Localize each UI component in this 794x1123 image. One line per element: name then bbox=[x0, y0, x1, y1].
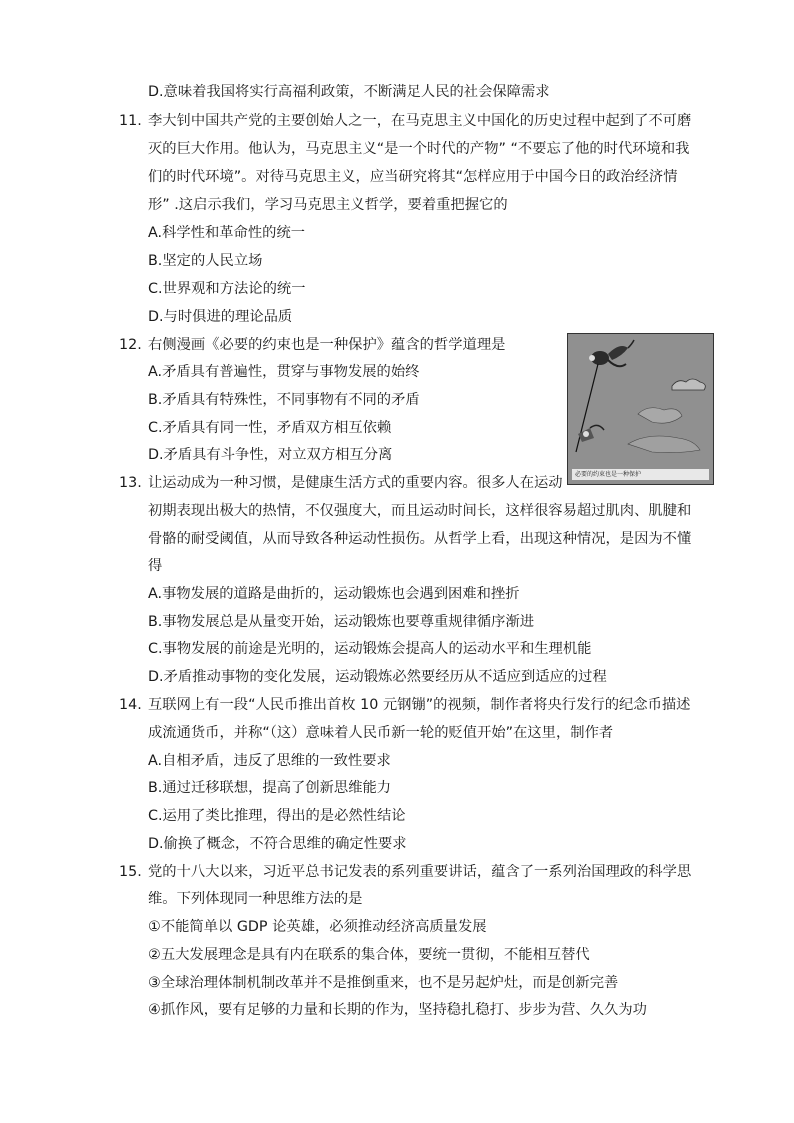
text-line: C.运用了类比推理，得出的是必然性结论 bbox=[148, 808, 406, 824]
text-line: ①不能简单以 GDP 论英雄，必须推动经济高质量发展 bbox=[148, 919, 487, 935]
text-line: 让运动成为一种习惯，是健康生活方式的重要内容。很多人在运动 bbox=[148, 475, 563, 491]
text-line: D.矛盾具有斗争性，对立双方相互分离 bbox=[148, 447, 393, 463]
text-line: B.坚定的人民立场 bbox=[148, 253, 263, 269]
text-line: 维。下列体现同一种思维方法的是 bbox=[148, 891, 363, 907]
question-number: 14. bbox=[119, 697, 142, 713]
text-line: 形” .这启示我们，学习马克思主义哲学，要着重把握它的 bbox=[148, 197, 508, 213]
cartoon-drawing bbox=[568, 334, 712, 483]
question-number: 15. bbox=[119, 864, 142, 880]
text-line: A.矛盾具有普遍性，贯穿与事物发展的始终 bbox=[148, 364, 420, 380]
text-line: 右侧漫画《必要的约束也是一种保护》蕴含的哲学道理是 bbox=[148, 337, 506, 353]
text-line: D.意味着我国将实行高福利政策，不断满足人民的社会保障需求 bbox=[148, 84, 550, 100]
text-line: A.自相矛盾，违反了思维的一致性要求 bbox=[148, 753, 391, 769]
text-line: ③全球治理体制机制改革并不是推倒重来，也不是另起炉灶，而是创新完善 bbox=[148, 975, 619, 991]
text-line: ④抓作风，要有足够的力量和长期的作为，坚持稳扎稳打、步步为营、久久为功 bbox=[148, 1002, 647, 1018]
text-line: 骨骼的耐受阈值，从而导致各种运动性损伤。从哲学上看，出现这种情况，是因为不懂 bbox=[148, 531, 692, 547]
text-line: 初期表现出极大的热情，不仅强度大，而且运动时间长，这样很容易超过肌肉、肌腱和 bbox=[148, 503, 692, 519]
text-line: A.科学性和革命性的统一 bbox=[148, 225, 306, 241]
text-line: C.事物发展的前途是光明的，运动锻炼会提高人的运动水平和生理机能 bbox=[148, 641, 592, 657]
text-line: 互联网上有一段“人民币推出首枚 10 元钢镚”的视频，制作者将央行发行的纪念币描述 bbox=[148, 697, 691, 713]
text-line: 灭的巨大作用。他认为，马克思主义“是一个时代的产物” “不要忘了他的时代环境和我 bbox=[148, 141, 690, 157]
text-line: D.与时俱进的理论品质 bbox=[148, 309, 293, 325]
text-line: D.矛盾推动事物的变化发展，运动锻炼必然要经历从不适应到适应的过程 bbox=[148, 669, 607, 685]
text-line: A.事物发展的道路是曲折的，运动锻炼也会遇到困难和挫折 bbox=[148, 586, 520, 602]
cartoon-image bbox=[567, 333, 714, 485]
text-line: B.通过迁移联想，提高了创新思维能力 bbox=[148, 780, 392, 796]
question-number: 12. bbox=[119, 337, 142, 353]
text-line: B.事物发展总是从量变开始，运动锻炼也要尊重规律循序渐进 bbox=[148, 614, 535, 630]
text-line: D.偷换了概念，不符合思维的确定性要求 bbox=[148, 836, 407, 852]
text-line: C.世界观和方法论的统一 bbox=[148, 281, 306, 297]
text-line: 们的时代环境”。对待马克思主义，应当研究将其“怎样应用于中国今日的政治经济情 bbox=[148, 169, 678, 185]
question-number: 13. bbox=[119, 475, 142, 491]
text-line: 得 bbox=[148, 558, 163, 574]
text-line: C.矛盾具有同一性，矛盾双方相互依赖 bbox=[148, 420, 392, 436]
cartoon-caption: 必要的约束也是一种保护 bbox=[572, 469, 709, 480]
text-line: 成流通货币，并称“（这）意味着人民币新一轮的贬值开始”在这里，制作者 bbox=[148, 725, 614, 741]
text-line: 李大钊中国共产党的主要创始人之一，在马克思主义中国化的历史过程中起到了不可磨 bbox=[148, 113, 692, 129]
text-line: B.矛盾具有特殊性，不同事物有不同的矛盾 bbox=[148, 392, 420, 408]
question-number: 11. bbox=[119, 113, 142, 129]
text-line: 党的十八大以来，习近平总书记发表的系列重要讲话，蕴含了一系列治国理政的科学思 bbox=[148, 864, 692, 880]
text-line: ②五大发展理念是具有内在联系的集合体，要统一贯彻，不能相互替代 bbox=[148, 947, 590, 963]
